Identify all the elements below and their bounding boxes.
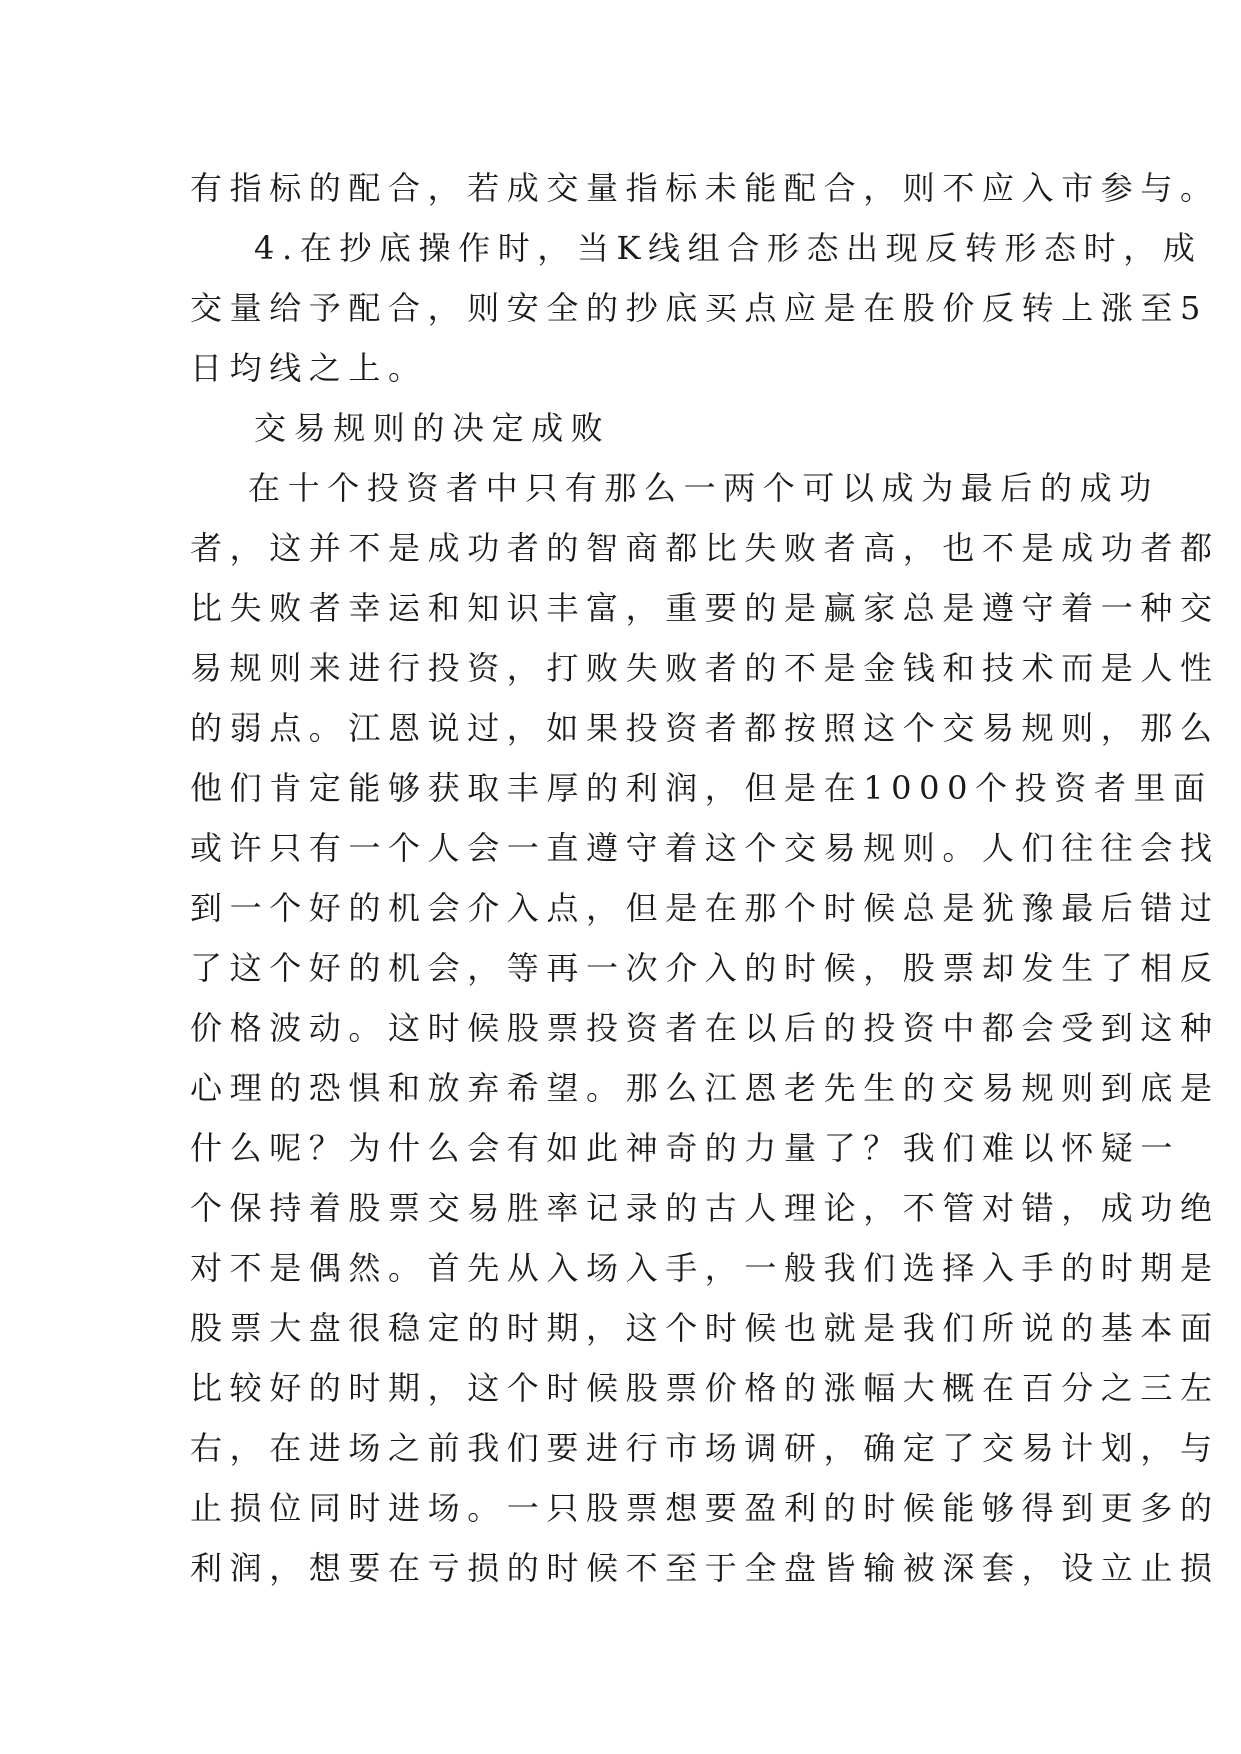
text-line: 的弱点。江恩说过，如果投资者都按照这个交易规则，那么 <box>190 709 1220 747</box>
text-line: 利润，想要在亏损的时候不至于全盘皆输被深套，设立止损 <box>190 1549 1220 1587</box>
text-line: 在十个投资者中只有那么一两个可以成为最后的成功 <box>248 469 1159 507</box>
text-line: 价格波动。这时候股票投资者在以后的投资中都会受到这种 <box>190 1009 1220 1047</box>
text-line: 个保持着股票交易胜率记录的古人理论，不管对错，成功绝 <box>190 1189 1220 1227</box>
text-line: 4.在抄底操作时，当K线组合形态出现反转形态时，成 <box>254 229 1203 267</box>
text-line: 右，在进场之前我们要进行市场调研，确定了交易计划，与 <box>190 1429 1220 1467</box>
text-line: 到一个好的机会介入点，但是在那个时候总是犹豫最后错过 <box>190 889 1220 927</box>
text-line: 交量给予配合，则安全的抄底买点应是在股价反转上涨至5 <box>190 289 1208 327</box>
text-line: 日均线之上。 <box>190 349 428 387</box>
text-line: 他们肯定能够获取丰厚的利润，但是在1000个投资者里面 <box>190 769 1213 807</box>
section-heading: 交易规则的决定成败 <box>254 409 611 447</box>
text-line: 或许只有一个人会一直遵守着这个交易规则。人们往往会找 <box>190 829 1220 867</box>
text-line: 了这个好的机会，等再一次介入的时候，股票却发生了相反 <box>190 949 1220 987</box>
text-line: 对不是偶然。首先从入场入手，一般我们选择入手的时期是 <box>190 1249 1220 1287</box>
text-line: 者，这并不是成功者的智商都比失败者高，也不是成功者都 <box>190 529 1220 567</box>
text-line: 比较好的时期，这个时候股票价格的涨幅大概在百分之三左 <box>190 1369 1220 1407</box>
text-line: 股票大盘很稳定的时期，这个时候也就是我们所说的基本面 <box>190 1309 1220 1347</box>
text-line: 比失败者幸运和知识丰富，重要的是赢家总是遵守着一种交 <box>190 589 1220 627</box>
text-line: 易规则来进行投资，打败失败者的不是金钱和技术而是人性 <box>190 649 1220 687</box>
text-line: 止损位同时进场。一只股票想要盈利的时候能够得到更多的 <box>190 1489 1220 1527</box>
text-line: 什么呢？为什么会有如此神奇的力量了？我们难以怀疑一 <box>190 1129 1181 1167</box>
text-line: 心理的恐惧和放弃希望。那么江恩老先生的交易规则到底是 <box>190 1069 1220 1107</box>
text-line: 有指标的配合，若成交量指标未能配合，则不应入市参与。 <box>190 169 1220 207</box>
